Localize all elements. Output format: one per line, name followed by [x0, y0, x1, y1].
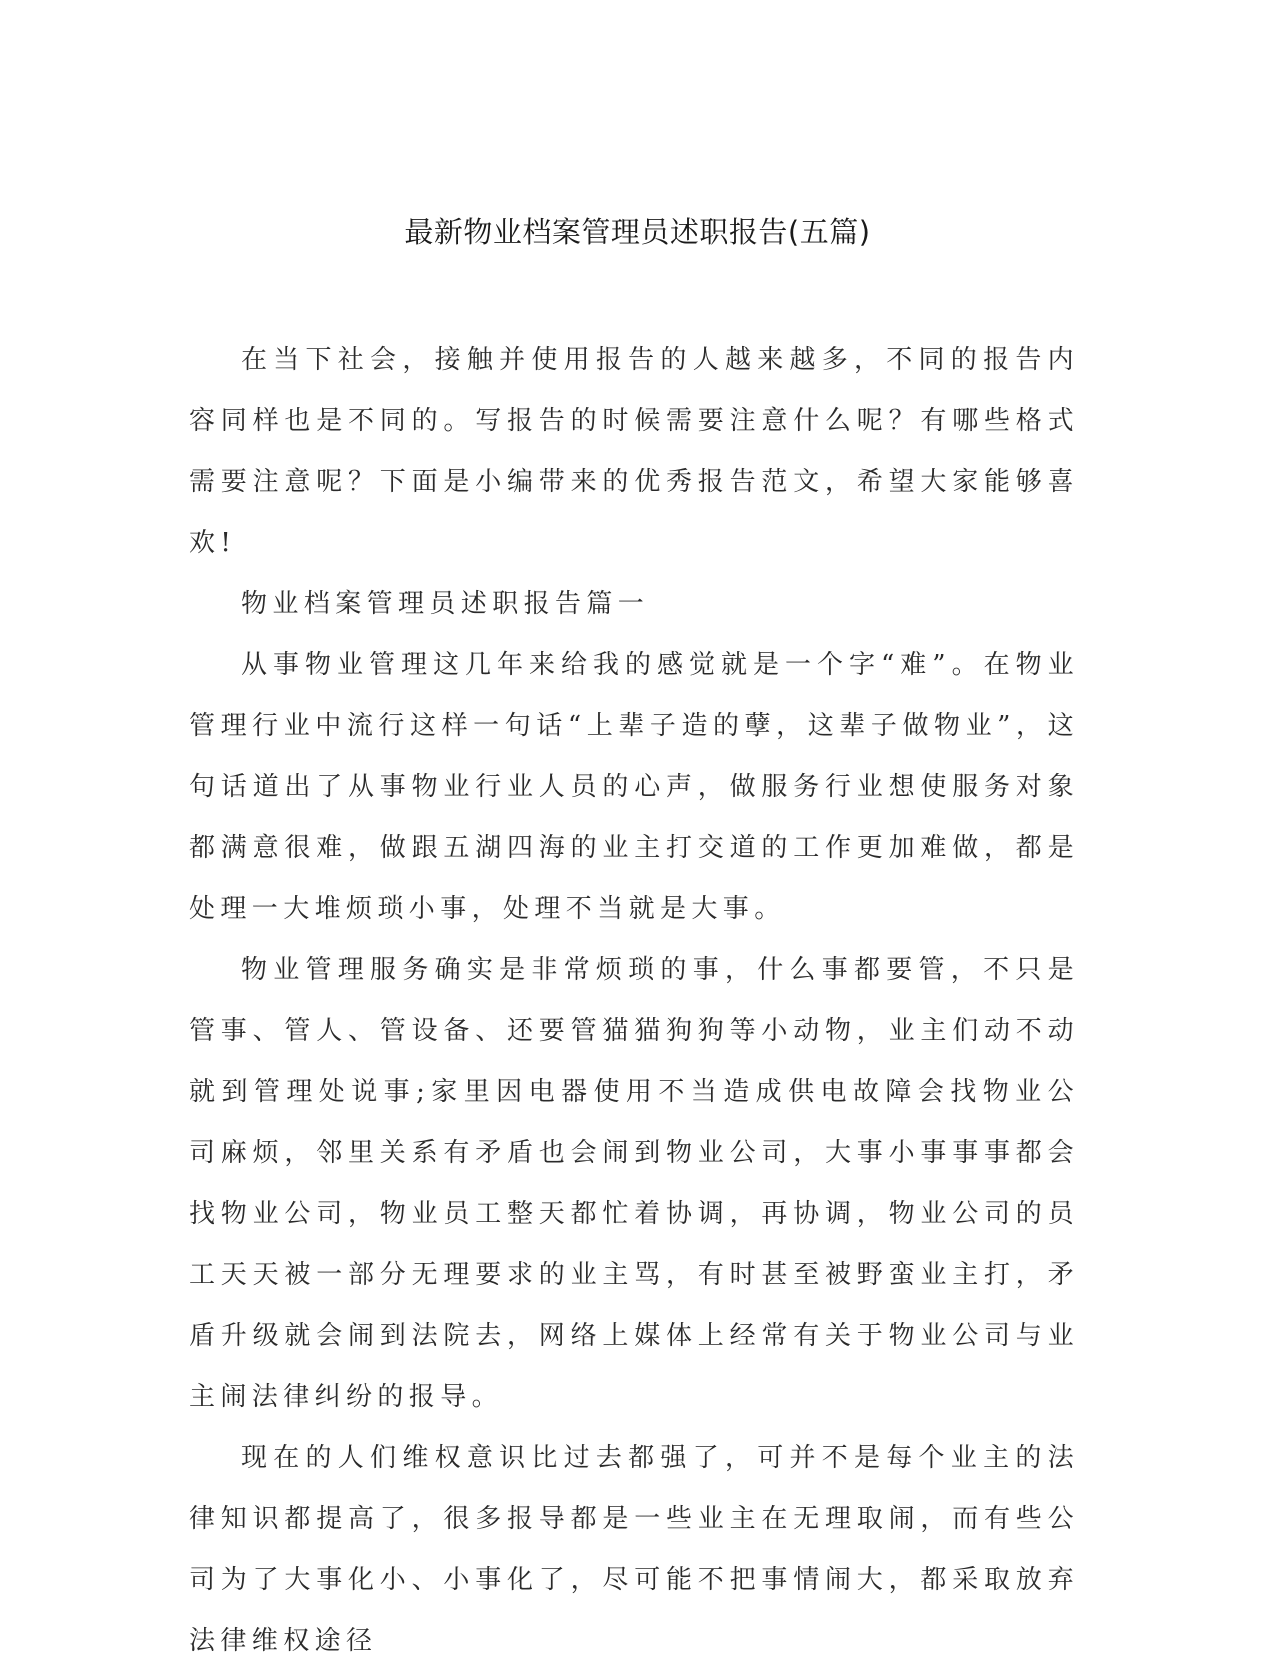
document-title: 最新物业档案管理员述职报告(五篇) — [404, 215, 871, 249]
paragraph: 从事物业管理这几年来给我的感觉就是一个字“难”。在物业管理行业中流行这样一句话“上辈子造的孽，这辈子做物业”，这句话道出了从事物业行业人员的心声，做服务行业想使服务对象都满意很难，做跟五湖四海的业主打交道的工作更加难做，都是处理一大堆烦琐小事，处理不当就是大事。 — [189, 650, 1079, 924]
document-body — [189, 330, 1079, 1672]
paragraph: 物业管理服务确实是非常烦琐的事，什么事都要管，不只是管事、管人、管设备、还要管猫猫狗狗等小动物，业主们动不动就到管理处说事;家里因电器使用不当造成供电故障会找物业公司麻烦，邻里关系有矛盾也会闹到物业公司，大事小事事事都会找物业公司，物业员工整天都忙着协调，再协调，物业公司的员工天天被一部分无理要求的业主骂，有时甚至被野蛮业主打，矛盾升级就会闹到法院去，网络上媒体上经常有关于物业公司与业主闹法律纠纷的报导。 — [189, 955, 1079, 1412]
paragraph: 现在的人们维权意识比过去都强了，可并不是每个业主的法律知识都提高了，很多报导都是一些业主在无理取闹，而有些公司为了大事化小、小事化了，尽可能不把事情闹大，都采取放弃法律维权途径 — [189, 1443, 1079, 1656]
section-heading: 物业档案管理员述职报告篇一 — [241, 589, 650, 619]
paragraph-intro: 在当下社会，接触并使用报告的人越来越多，不同的报告内容同样也是不同的。写报告的时候需要注意什么呢？有哪些格式需要注意呢？下面是小编带来的优秀报告范文，希望大家能够喜欢! — [189, 345, 1079, 558]
